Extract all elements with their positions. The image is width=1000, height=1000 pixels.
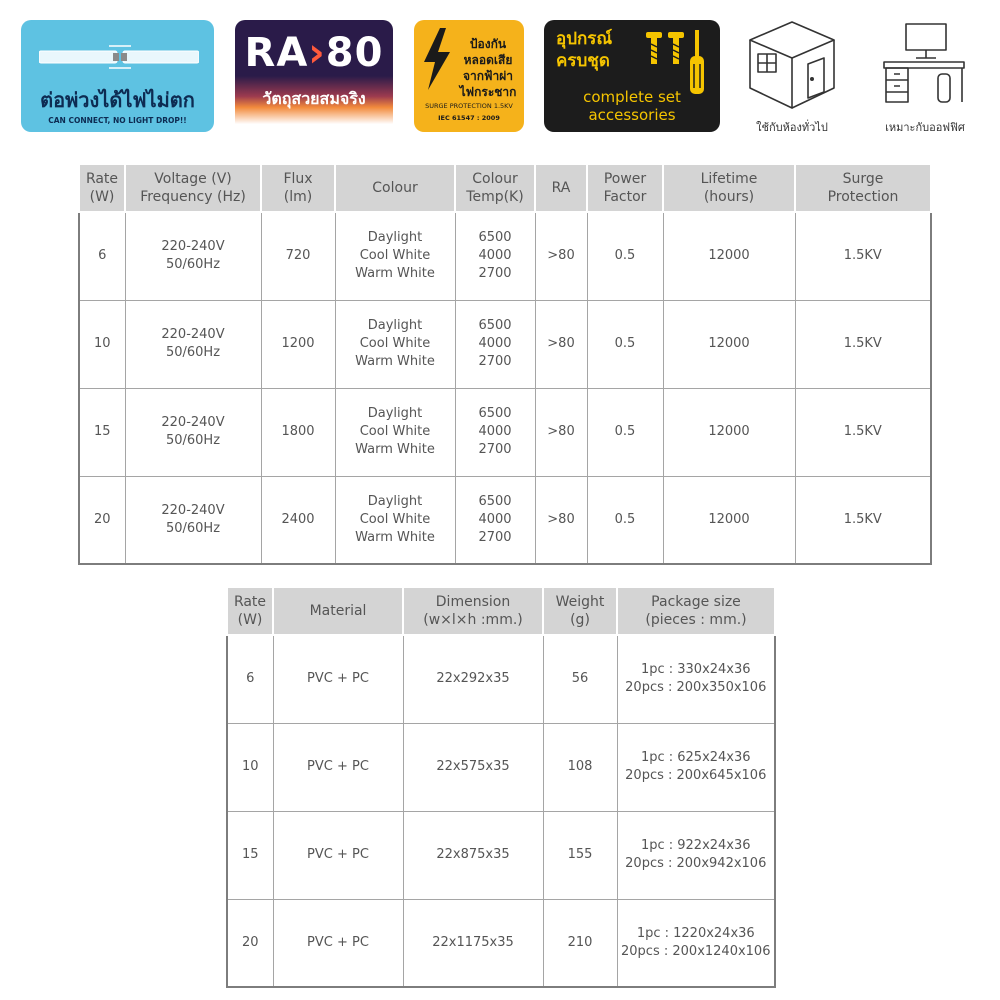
surge-thai-line3: จากฟ้าผ่า — [462, 69, 514, 83]
spec-cell-6: 0.5 — [587, 476, 663, 564]
spec-header-cell-2: Flux (lm) — [261, 164, 335, 212]
badge-accessories — [544, 20, 720, 132]
spec-cell-8: 1.5KV — [795, 476, 931, 564]
spec-cell-1: 220-240V 50/60Hz — [125, 388, 261, 476]
package-cell-2: 22x1175x35 — [403, 899, 543, 987]
package-header-cell-3: Weight (g) — [543, 587, 617, 635]
accessories-english — [544, 88, 720, 124]
spec-cell-8: 1.5KV — [795, 300, 931, 388]
room-icon — [742, 18, 842, 114]
spec-cell-8: 1.5KV — [795, 388, 931, 476]
table-row — [227, 635, 775, 723]
spec-cell-5: >80 — [535, 300, 587, 388]
accessories-thai — [556, 28, 641, 72]
package-header-cell-1: Material — [273, 587, 403, 635]
accessories-thai-line2: ครบชุด — [556, 51, 610, 71]
package-table-body — [227, 635, 775, 987]
package-cell-1: PVC + PC — [273, 723, 403, 811]
accessories-english-line1: complete set — [583, 88, 681, 106]
spec-cell-1: 220-240V 50/60Hz — [125, 300, 261, 388]
spec-cell-2: 2400 — [261, 476, 335, 564]
spec-cell-4: 6500 4000 2700 — [455, 476, 535, 564]
spec-header-cell-8: Surge Protection — [795, 164, 931, 212]
badge-no-light-drop-thai: ต่อพ่วงได้ไฟไม่ตก — [40, 88, 195, 112]
package-cell-1: PVC + PC — [273, 811, 403, 899]
badge-surge-protection — [414, 20, 524, 132]
package-cell-3: 155 — [543, 811, 617, 899]
table-row — [79, 388, 931, 476]
package-table — [226, 586, 776, 988]
package-cell-2: 22x875x35 — [403, 811, 543, 899]
package-cell-2: 22x575x35 — [403, 723, 543, 811]
spec-cell-7: 12000 — [663, 476, 795, 564]
badge-no-light-drop — [21, 20, 214, 132]
spec-table-header — [79, 164, 931, 212]
led-tube-icon — [39, 42, 199, 72]
spec-cell-2: 1200 — [261, 300, 335, 388]
spec-cell-4: 6500 4000 2700 — [455, 388, 535, 476]
table-row — [227, 723, 775, 811]
screws-screwdriver-icon — [644, 30, 714, 96]
spec-header-cell-0: Rate (W) — [79, 164, 125, 212]
spec-cell-7: 12000 — [663, 300, 795, 388]
spec-cell-6: 0.5 — [587, 388, 663, 476]
table-row — [227, 811, 775, 899]
feature-badges — [0, 0, 1000, 150]
package-cell-3: 210 — [543, 899, 617, 987]
package-cell-4: 1pc : 330x24x36 20pcs : 200x350x106 — [617, 635, 775, 723]
spec-cell-6: 0.5 — [587, 212, 663, 300]
spec-header-cell-3: Colour — [335, 164, 455, 212]
package-cell-1: PVC + PC — [273, 635, 403, 723]
ra80-prefix: RA — [244, 30, 309, 76]
spec-header-cell-4: Colour Temp(K) — [455, 164, 535, 212]
surge-thai — [452, 36, 524, 100]
table-row — [79, 476, 931, 564]
package-cell-4: 1pc : 1220x24x36 20pcs : 200x1240x106 — [617, 899, 775, 987]
spec-cell-2: 1800 — [261, 388, 335, 476]
spec-header-cell-6: Power Factor — [587, 164, 663, 212]
office-desk-icon — [878, 22, 968, 108]
ra80-thai: วัตถุสวยสมจริง — [262, 89, 366, 108]
ra80-title — [235, 30, 393, 76]
package-cell-2: 22x292x35 — [403, 635, 543, 723]
spec-cell-6: 0.5 — [587, 300, 663, 388]
spec-cell-3: Daylight Cool White Warm White — [335, 476, 455, 564]
package-table-header — [227, 587, 775, 635]
package-cell-3: 108 — [543, 723, 617, 811]
package-cell-4: 1pc : 922x24x36 20pcs : 200x942x106 — [617, 811, 775, 899]
package-header-cell-2: Dimension (w×l×h :mm.) — [403, 587, 543, 635]
badge-ra80 — [235, 20, 393, 132]
spec-cell-7: 12000 — [663, 388, 795, 476]
spec-header-cell-1: Voltage (V) Frequency (Hz) — [125, 164, 261, 212]
package-cell-4: 1pc : 625x24x36 20pcs : 200x645x106 — [617, 723, 775, 811]
table-row — [227, 899, 775, 987]
spec-table — [78, 163, 932, 565]
accessories-thai-line1: อุปกรณ์ — [556, 29, 613, 49]
office-label: เหมาะกับออฟฟิศ — [885, 121, 965, 134]
spec-cell-5: >80 — [535, 388, 587, 476]
badge-no-light-drop-english: CAN CONNECT, NO LIGHT DROP!! — [48, 116, 187, 125]
table-row — [79, 300, 931, 388]
table-row — [79, 212, 931, 300]
spec-cell-1: 220-240V 50/60Hz — [125, 212, 261, 300]
package-cell-1: PVC + PC — [273, 899, 403, 987]
package-cell-0: 15 — [227, 811, 273, 899]
spec-cell-0: 15 — [79, 388, 125, 476]
room-label: ใช้กับห้องทั่วไป — [756, 121, 828, 134]
spec-cell-0: 10 — [79, 300, 125, 388]
spec-cell-1: 220-240V 50/60Hz — [125, 476, 261, 564]
spec-header-cell-5: RA — [535, 164, 587, 212]
spec-cell-0: 20 — [79, 476, 125, 564]
spec-cell-3: Daylight Cool White Warm White — [335, 212, 455, 300]
ra80-value: 80 — [325, 30, 384, 76]
package-cell-3: 56 — [543, 635, 617, 723]
ra80-chevron: › — [308, 30, 326, 76]
spec-cell-2: 720 — [261, 212, 335, 300]
surge-standard: IEC 61547 : 2009 — [438, 114, 500, 122]
spec-cell-5: >80 — [535, 212, 587, 300]
package-cell-0: 6 — [227, 635, 273, 723]
spec-cell-4: 6500 4000 2700 — [455, 212, 535, 300]
spec-cell-7: 12000 — [663, 212, 795, 300]
package-cell-0: 10 — [227, 723, 273, 811]
spec-cell-5: >80 — [535, 476, 587, 564]
lightning-bolt-icon — [420, 28, 454, 90]
surge-thai-line2: หลอดเสีย — [463, 53, 513, 67]
package-header-cell-4: Package size (pieces : mm.) — [617, 587, 775, 635]
spec-cell-4: 6500 4000 2700 — [455, 300, 535, 388]
surge-thai-line1: ป้องกัน — [469, 37, 507, 51]
spec-header-cell-7: Lifetime (hours) — [663, 164, 795, 212]
accessories-english-line2: accessories — [588, 106, 676, 124]
spec-table-body — [79, 212, 931, 564]
spec-cell-3: Daylight Cool White Warm White — [335, 388, 455, 476]
spec-cell-0: 6 — [79, 212, 125, 300]
package-header-cell-0: Rate (W) — [227, 587, 273, 635]
package-cell-0: 20 — [227, 899, 273, 987]
surge-thai-line4: ไฟกระชาก — [459, 85, 517, 99]
spec-cell-8: 1.5KV — [795, 212, 931, 300]
spec-cell-3: Daylight Cool White Warm White — [335, 300, 455, 388]
surge-spec: SURGE PROTECTION 1.5KV — [425, 102, 513, 110]
